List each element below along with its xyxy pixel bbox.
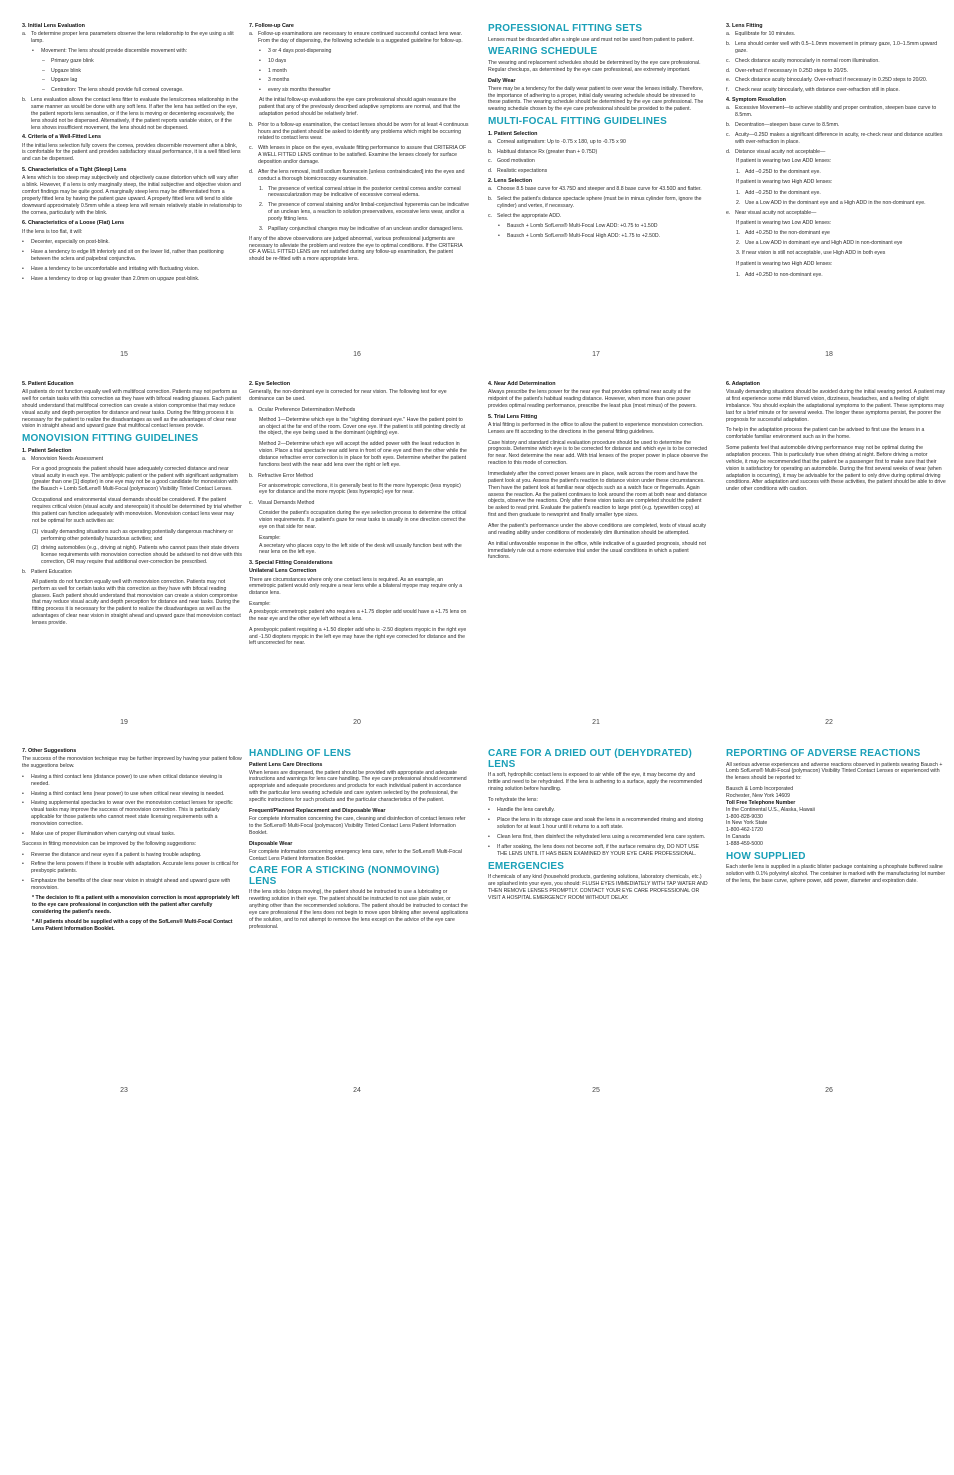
list-item: 2. Use a Low ADD in dominant eye and High ADD in non-dominant eye bbox=[736, 240, 903, 247]
paragraph: All patients do not function equally well with monovision correction. Patients may not perform as well for certain tasks with this correction as they have with bifocal reading glasses. Each patient should understand that monovision can create a vision compromise that may reduce visual acuity and depth perception for distance and near tasks. During the fitting process it is necessary for the patient to realize the disadvantages as well as the advantages of clear near vision in straight ahead and upward gaze that monovision contact lenses provide. bbox=[32, 578, 241, 626]
list-item: • Have a tendency to drop or lag greater than 2.0mm on upgaze post-blink. bbox=[22, 275, 200, 282]
paragraph: All serious adverse experiences and adverse reactions observed in patients wearing Bausch + Lomb SofLens® Multi-Focal (polymacon) Visibility Tinted Contact Lenses or experienced with the lenses should be reported to: bbox=[726, 761, 943, 782]
section-title: MONOVISION FITTING GUIDELINES bbox=[22, 433, 199, 445]
paragraph: * The decision to fit a patient with a monovision correction is most appropriately left to the eye care professional in conjunction with the patient after carefully considering the patient's needs. bbox=[32, 894, 240, 915]
page-21 bbox=[488, 378, 708, 565]
heading: Disposable Wear bbox=[249, 840, 293, 847]
list-item: • Clean lens first, then disinfect the rehydrated lens using a recommended lens care system. bbox=[488, 834, 706, 841]
page-23 bbox=[22, 745, 242, 937]
page-24 bbox=[249, 745, 469, 935]
list-item: • Refine the lens powers if there is trouble with adaptation. Accurate lens power is critical for presbyopic patients. bbox=[22, 861, 239, 875]
paragraph: Method 1—Determine which eye is the "sighting dominant eye." Have the patient point to an object at the far end of the room. Cover one eye. If the patient is still pointing directly at the object, the eye being used is the dominant (sighting) eye. bbox=[259, 416, 466, 437]
list-item: 1. Add –0.25D to the dominant eye. bbox=[736, 169, 821, 176]
list-item: – Centration: The lens should provide full corneal coverage. bbox=[42, 87, 184, 94]
section-title: MULTI-FOCAL FITTING GUIDELINES bbox=[488, 116, 667, 128]
heading: 5. Patient Education bbox=[22, 381, 74, 387]
list-item: • Movement: The lens should provide discernible movement with: bbox=[32, 47, 188, 54]
list-item: • Having supplemental spectacles to wear over the monovision contact lenses for specific visual tasks may improve the success of monovision correction. This is particularly applicable for those patients who cannot meet state licensing requirements with a monovision correction. bbox=[22, 800, 233, 827]
paragraph: If patient is wearing two High ADD lenses: bbox=[736, 179, 833, 186]
page-22 bbox=[726, 378, 946, 497]
list-item: • If after soaking, the lens does not become soft, if the surface remains dry, DO NOT USE THE LENS UNTIL IT HAS BEEN EXAMINED BY YOUR EYE CARE PROFESSIONAL. bbox=[488, 843, 699, 857]
list-item: c. Visual Demands Method bbox=[249, 500, 315, 507]
list-item: a. Equilibrate for 10 minutes. bbox=[726, 31, 796, 38]
phone-number: 1-800-828-9030 bbox=[726, 813, 763, 820]
paragraph: Visually demanding situations should be avoided during the initial wearing period. A patient may at first experience some mild blurred vision, dizziness, headaches, and a feeling of slight imbalance. You should explain the adaptational symptoms to the patient. These symptoms may last for a brief minute or for several weeks. The longer these symptoms persist, the poorer the prognosis for successful adaptation. bbox=[726, 389, 946, 423]
list-item: (2) driving automobiles (e.g., driving at night). Patients who cannot pass their state drivers license requirements with monovision correction should be advised to not drive with this correction, OR may require that additional over-correction be prescribed. bbox=[32, 545, 242, 566]
list-item: 1. Add +0.25D to non-dominant eye. bbox=[736, 271, 823, 278]
list-item: b. Lens should center well with 0.5–1.0mm movement in primary gaze, 1.0–1.5mm upward gaze. bbox=[726, 40, 938, 54]
paragraph: Always prescribe the lens power for the near eye that provides optimal near acuity at the midpoint of the patient's habitual reading distance. However, when more than one power provides optimal reading performance, prescribe the least plus (most minus) of the powers. bbox=[488, 389, 697, 409]
page-20 bbox=[249, 378, 469, 651]
list-item: • Emphasize the benefits of the clear near vision in straight ahead and upward gaze with monovision. bbox=[22, 878, 231, 892]
list-item: d. Over-refract if necessary in 0.25D steps to 20/25. bbox=[726, 67, 849, 74]
list-item: c. Check distance acuity monocularly in normal room illumination. bbox=[726, 57, 880, 64]
paragraph: Method 2—Determine which eye will accept the added power with the least reduction in vision. Place a trial spectacle near add lens in front of one eye and then the other while the distance refractive error correction is in place for both eyes. Determine whether the patient functions best with the near add lens over the right or left eye. bbox=[259, 441, 467, 468]
paragraph: Immediately after the correct power lenses are in place, walk across the room and have the patient look at you. Assess the patient's reaction to distance vision under these circumstances. Then have the patient look at familiar near objects such as a watch face or fingernails. Again assess the reaction. As the patient continues to look around the room at both near and distance objects, observe the reactions. Only after these vision tasks are completed should the patient be asked to read print. Evaluate the patient's reaction to large print (e.g. typewritten copy) at first and then graduate to newsprint and finally smaller type sizes. bbox=[488, 470, 707, 519]
list-item: c. With lenses in place on the eyes, evaluate fitting performance to assure that CRITERIA OF A WELL FITTED LENS continue to be satisfied. Examine the lenses closely for surface deposition and/or damage. bbox=[249, 145, 467, 166]
region-label: In New York State bbox=[726, 820, 768, 827]
list-item: d. Distance visual acuity not acceptable— bbox=[726, 148, 826, 155]
list-item: (1) visually demanding situations such as operating potentially dangerous machinery or performing other potentially hazardous activities; and bbox=[32, 528, 234, 542]
list-item: • Bausch + Lomb SofLens® Multi-Focal Low ADD: +0.75 to +1.50D bbox=[498, 222, 658, 229]
paragraph: After the patient's performance under the above conditions are completed, tests of visual acuity and reading ability under conditions of moderately dim illumination should be attempted. bbox=[488, 523, 707, 536]
section-title: REPORTING OF ADVERSE REACTIONS bbox=[726, 748, 921, 759]
list-item: 3. Papillary conjunctival changes may be indicative of an unclean and/or damaged lens. bbox=[259, 225, 464, 232]
paragraph: Lenses must be discarded after a single use and must not be used from patient to patient. bbox=[488, 36, 694, 43]
page-25 bbox=[488, 745, 708, 906]
list-item: c. Acuity—0.25D makes a significant difference in acuity, re-check near and distance acuities with over-refraction in place. bbox=[726, 131, 943, 145]
paragraph: An initial unfavorable response in the office, while indicative of a guarded prognosis, should not immediately rule out a more extensive trial under the usual conditions in which a patient functions. bbox=[488, 540, 706, 561]
paragraph: Success in fitting monovision can be improved by the following suggestions: bbox=[22, 840, 197, 847]
paragraph: Some patients feel that automobile driving performance may not be optimal during the adaptation process. This is particularly true when driving at night. Before driving a motor vehicle, it may be recommended that the patient be a passenger first to make sure that their vision is satisfactory for operating an automobile. During the first several weeks of wear (when adaptation is occurring), it may be advisable for the patient to only drive during optimal driving conditions. After adaptation and success with these activities, the patient should be able to drive under other conditions with caution. bbox=[726, 445, 946, 493]
section-title: HANDLING OF LENS bbox=[249, 748, 352, 759]
paragraph: For a good prognosis the patient should have adequately corrected distance and near visual acuity in each eye. The amblyopic patient or the patient with significant astigmatism (greater than one [1] diopter) in one eye may not be a good candidate for monovision with the Bausch + Lomb SofLens® Multi-Focal (polymacon) Visibility Tinted Contact Lenses. bbox=[32, 465, 238, 493]
paragraph: If patient is wearing two Low ADD lenses: bbox=[736, 219, 832, 226]
page-18 bbox=[726, 20, 946, 282]
list-item: • 3 months bbox=[259, 77, 290, 84]
section-title: HOW SUPPLIED bbox=[726, 850, 806, 862]
list-item: c. Select the appropriate ADD. bbox=[488, 212, 562, 219]
heading: 7. Follow-up Care bbox=[249, 23, 294, 29]
list-item: – Primary gaze blink bbox=[42, 57, 94, 64]
list-item: b. Prior to a follow-up examination, the contact lenses should be worn for at least 4 continuous hours and the patient should be asked to identify any problems which might be occurring related to contact lens wear. bbox=[249, 121, 469, 142]
list-item: • Having a third contact lens (distance power) to use when critical distance viewing is needed. bbox=[22, 773, 223, 787]
paragraph: When lenses are dispensed, the patient should be provided with appropriate and adequate instructions and warnings for lens care handling. The eye care professional should recommend appropriate and adequate procedures and products for each individual patient in accordance with the particular lens wearing schedule and care system selected by the professional, the specific instructions for such products and the particular characteristics of the patient. bbox=[249, 769, 467, 804]
list-item: • 3 or 4 days post-dispensing bbox=[259, 47, 332, 54]
list-item: e. Check distance acuity binocularly. Over-refract if necessary in 0.25D steps to 20/20. bbox=[726, 77, 928, 84]
paragraph: Consider the patient's occupation during the eye selection process to determine the critical vision requirements. If a patient's gaze for near tasks is usually in one direction correct the eye on that side for near. bbox=[259, 510, 467, 530]
list-item: b. Habitual distance Rx (greater than + 0.75D) bbox=[488, 148, 598, 155]
list-item: a. To determine proper lens parameters observe the lens relationship to the eye using a slit lamp. bbox=[22, 31, 234, 44]
list-item: a. Excessive Movement—to achieve stability and proper centration, steepen base curve to 8.5mm. bbox=[726, 105, 937, 119]
page-number: 20 bbox=[353, 719, 361, 726]
paragraph: If the lens sticks (stops moving), the patient should be instructed to use a lubricating or rewetting solution in their eye. The patient should be instructed to not use plain water, or anything other than the recommended solutions. The patient should be instructed to contact the eye care professional if the lens does not begin to move upon blinking after several applications of the solution, and to not attempt to remove the lens except on the advice of the eye care professional. bbox=[249, 889, 469, 930]
paragraph: If patient is wearing two Low ADD lenses: bbox=[736, 158, 832, 165]
paragraph: The success of the monovision technique may be further improved by having your patient follow the suggestions below. bbox=[22, 756, 242, 769]
list-item: • Have a tendency to edge lift inferiorly and sit on the lower lid, rather than positioning between the sclera and palpebral conjunctiva. bbox=[22, 249, 224, 263]
list-item: a. Corneal astigmatism: Up to -0.75 x 180, up to -0.75 x 90 bbox=[488, 138, 626, 145]
heading: 7. Other Suggestions bbox=[22, 748, 77, 754]
paragraph: * All patients should be supplied with a copy of the SofLens® Multi-Focal Contact Lens Patient Information Booklet. bbox=[32, 919, 233, 933]
heading: 2. Lens Selection bbox=[488, 178, 533, 185]
section-title: EMERGENCIES bbox=[488, 860, 565, 872]
page-number: 19 bbox=[120, 719, 128, 726]
paragraph: To rehydrate the lens: bbox=[488, 796, 538, 803]
list-item: 2. The presence of corneal staining and/or limbal-conjunctival hyperemia can be indicative of an unclean lens, a reaction to solution preservatives, excessive lens wear, and/or a poorly fitting lens. bbox=[259, 202, 469, 223]
list-item: • Have a tendency to be uncomfortable and irritating with fluctuating vision. bbox=[22, 265, 200, 272]
paragraph: Example: bbox=[259, 534, 281, 541]
list-item: e. Near visual acuity not acceptable— bbox=[726, 209, 817, 216]
region-label: In the Continental U.S., Alaska, Hawaii bbox=[726, 806, 815, 813]
list-item: • Make use of proper illumination when carrying out visual tasks. bbox=[22, 830, 176, 837]
list-item: • Bausch + Lomb SofLens® Multi-Focal High ADD: +1.75 to +2.50D. bbox=[498, 232, 661, 239]
page-number: 21 bbox=[592, 719, 600, 726]
list-item: 2. Use a Low ADD in the dominant eye and a High ADD in the non-dominant eye. bbox=[736, 199, 926, 206]
list-item: a. Follow-up examinations are necessary to ensure continued successful contact lens wear. From the day of dispensing, the following schedule is a suggested guideline for follow-up. bbox=[249, 31, 463, 44]
heading: Daily Wear bbox=[488, 77, 516, 84]
paragraph: If the initial lens selection fully covers the cornea, provides discernible movement after a blink, is comfortable for the patient and provides satisfactory visual performance, it is a well fitted lens and can be dispensed. bbox=[22, 142, 241, 163]
paragraph: Example: bbox=[249, 601, 271, 608]
phone-heading: Toll Free Telephone Number bbox=[726, 799, 796, 806]
paragraph: A lens which is too steep may subjectively and objectively cause distortion which will vary after a blink. However, if a lens is only marginally steep, the initial subjective and objective vision and comfort findings may be quite good. A marginally steep lens may be differentiated from a properly fitted lens by having the patient gaze upward. A properly fitted lens will tend to slide downward approximately 0.5mm while a steep lens will remain relatively stable in relationship to the cornea, particularly with the blink. bbox=[22, 175, 242, 216]
paragraph: Each sterile lens is supplied in a plastic blister package containing a phosphate buffered saline solution with 0.1% polyvinyl alcohol. The container is marked with the manufacturing lot number of the lens, the base curve, sphere power, add power, diameter and expiration date. bbox=[726, 864, 946, 885]
paragraph: A secretary who places copy to the left side of the desk will usually function best with the near lens on the left eye. bbox=[259, 542, 462, 556]
list-item: b. Lens evaluation allows the contact lens fitter to evaluate the lens/cornea relationship in the same manner as would be done with any soft lens. If after the lens has settled on the eye, the patient reports lens sensation, or if the lens is moving or decentering excessively, the lens should not be dispensed. Alternatively, if the patient reports variable vision, or if the lens shows insufficient movement, the lens should not be dispensed. bbox=[22, 97, 239, 131]
list-item: b. Decentration—steepen base curve to 8.5mm. bbox=[726, 121, 840, 128]
heading: 1. Patient Selection bbox=[22, 447, 72, 454]
heading: 5. Characteristics of a Tight (Steep) Lens bbox=[22, 167, 127, 174]
list-item: • Having a third contact lens (near power) to use when critical near viewing is needed. bbox=[22, 790, 225, 797]
paragraph: If chemicals of any kind (household products, gardening solutions, laboratory chemicals, etc.) are splashed into your eyes, you should: FLUSH EYES IMMEDIATELY WITH TAP WATER AND THEN REMOVE LENSES PROMPTLY. CONTACT YOUR EYE CARE PROFESSIONAL OR VISIT A HOSPITAL EMERGENCY ROOM WITHOUT DELAY. bbox=[488, 874, 708, 901]
heading: 6. Characteristics of a Loose (Flat) Lens bbox=[22, 220, 125, 227]
paragraph: For anisometropic corrections, it is generally best to fit the more hyperopic (less myopic) eye for distance and the more myopic (less hyperopic) eye for near. bbox=[259, 482, 461, 496]
heading: 2. Eye Selection bbox=[249, 381, 291, 387]
paragraph: To help in the adaptation process the patient can be advised to first use the lenses in a comfortable familiar environment such as in the home. bbox=[726, 427, 925, 441]
phone-number: 1-888-459-5000 bbox=[726, 840, 763, 847]
list-item: b. Refractive Error Method bbox=[249, 472, 314, 479]
page-number: 22 bbox=[825, 719, 833, 726]
paragraph: Occupational and environmental visual demands should be considered. If the patient requires critical vision (visual acuity and stereopsis) it should be determined by trial whether this patient can function adequately with monovision. Monovision contact lens wear may not be optimal for such activities as: bbox=[32, 497, 242, 524]
list-item: f. Check near acuity binocularly, with distance over-refraction still in place. bbox=[726, 87, 900, 94]
list-item: • 1 month bbox=[259, 67, 287, 74]
address-line: Bausch & Lomb Incorporated bbox=[726, 786, 794, 793]
section-title: WEARING SCHEDULE bbox=[488, 46, 598, 58]
page-15 bbox=[22, 20, 242, 286]
paragraph: If patient is wearing two High ADD lenses: bbox=[736, 261, 833, 268]
paragraph: For complete information concerning the care, cleaning and disinfection of contact lenses refer to the SofLens® Multi-Focal (polymacon) Visibility Tinted Contact Lens Patient Information Booklet. bbox=[249, 816, 466, 836]
list-item: • 10 days bbox=[259, 57, 287, 64]
heading: Unilateral Lens Correction bbox=[249, 568, 317, 575]
section-title: CARE FOR A DRIED OUT (DEHYDRATED) LENS bbox=[488, 748, 693, 770]
list-item: • Decenter, especially on post-blink. bbox=[22, 239, 110, 246]
page-number: 26 bbox=[825, 1087, 833, 1094]
list-item: – Upgaze blink bbox=[42, 67, 81, 74]
paragraph: If a soft, hydrophilic contact lens is exposed to air while off the eye, it may become dry and brittle and need to be rehydrated. If the lens is adhering to a surface, apply the recommended rinsing solution before handling. bbox=[488, 772, 703, 792]
paragraph: For complete information concerning emergency lens care, refer to the SofLens® Multi-Focal Contact Lens Patient Information Booklet. bbox=[249, 848, 462, 862]
paragraph: At the initial follow-up evaluations the eye care professional should again reassure the patient that any of the previously described adaptive symptoms are normal, and that the adaptation period should be relatively brief. bbox=[259, 97, 461, 117]
list-item: d. After the lens removal, instill sodium fluorescein [unless contraindicated] into the eyes and conduct a thorough biomicroscopy examination. bbox=[249, 168, 465, 182]
section-title: PROFESSIONAL FITTING SETS bbox=[488, 23, 643, 34]
heading: Patient Lens Care Directions bbox=[249, 761, 323, 768]
list-item: b. Patient Education bbox=[22, 568, 72, 575]
page-number: 23 bbox=[120, 1087, 128, 1094]
list-item: – Upgaze lag bbox=[42, 77, 78, 84]
list-item: b. Select the patient's distance spectacle sphere (must be in minus cylinder form, ignore the cylinder) and vertex, if necessary. bbox=[488, 196, 702, 210]
page-19 bbox=[22, 378, 242, 631]
heading: 3. Special Fitting Considerations bbox=[249, 560, 333, 567]
paragraph: If the lens is too flat, it will: bbox=[22, 228, 83, 235]
page-number: 15 bbox=[120, 351, 128, 358]
page-number: 16 bbox=[353, 351, 361, 358]
region-label: In Canada bbox=[726, 834, 750, 841]
paragraph: A presbyopic patient requiring a +1.50 diopter add who is -2.50 diopters myopic in the right eye and -1.50 diopters myopic in the left eye may have the right eye corrected for distance and the left uncorrected for near. bbox=[249, 626, 467, 647]
heading: 4. Criteria of a Well-Fitted Lens bbox=[22, 134, 101, 141]
page-26 bbox=[726, 745, 946, 889]
list-item: 1. The presence of vertical corneal striae in the posterior central cornea and/or corneal neovascularization may be indicative of excessive corneal edema. bbox=[259, 185, 461, 199]
heading: 1. Patient Selection bbox=[488, 130, 538, 137]
paragraph: The wearing and replacement schedules should be determined by the eye care professional. Regular checkups, as determined by the eye care professional, are extremely important. bbox=[488, 59, 701, 73]
list-item: 1. Add –0.25D to the dominant eye. bbox=[736, 190, 821, 196]
list-item: • every six months thereafter bbox=[259, 87, 331, 94]
list-item: c. Good motivation bbox=[488, 158, 535, 165]
heading: 6. Adaptation bbox=[726, 381, 760, 387]
heading: 3. Initial Lens Evaluation bbox=[22, 23, 85, 29]
heading: 3. Lens Fitting bbox=[726, 23, 763, 29]
page-17 bbox=[488, 20, 708, 242]
page-number: 17 bbox=[592, 351, 600, 358]
section-title: CARE FOR A STICKING (NONMOVING) LENS bbox=[249, 865, 440, 887]
paragraph: All patients do not function equally well with multifocal correction. Patients may not perform as well for certain tasks with this correction as they have with bifocal reading glasses. Each patient should understand that multifocal correction can create a vision compromise that may reduce visual acuity and depth perception for distance and near tasks. During the fitting process it is necessary for the patient to realize the disadvantages as well as the advantages of clear near vision in straight ahead and upward gaze that multifocal contact lenses provide. bbox=[22, 389, 241, 430]
paragraph: There may be a tendency for the daily wear patient to over wear the lenses initially. Therefore, the importance of adhering to a proper, initial daily wearing schedule should be stressed to these patients. The wearing schedule should be determined by the eye care professional. The wearing schedule chosen by the eye care professional should be provided to the patient. bbox=[488, 85, 704, 113]
heading: Frequent/Planned Replacement and Disposable Wear bbox=[249, 807, 386, 814]
address-line: Rochester, New York 14609 bbox=[726, 792, 791, 799]
page-number: 25 bbox=[592, 1087, 600, 1094]
list-item: • Place the lens in its storage case and soak the lens in a recommended rinsing and storing solution for at least 1 hour until it returns to a soft state. bbox=[488, 817, 704, 831]
list-item: 1. Add +0.25D to the non-dominant eye bbox=[736, 230, 830, 237]
paragraph: If any of the above observations are judged abnormal, various professional judgments are necessary to alleviate the problem and restore the eye to optimal conditions. If the CRITERIA OF A WELL FITTED LENS are not satisfied during any follow-up examination, the patient should be re-fitted with a more appropriate lens. bbox=[249, 235, 463, 263]
page-number: 18 bbox=[825, 351, 833, 358]
paragraph: 3. If near vision is still not acceptable, use High ADD in both eyes bbox=[736, 250, 886, 257]
list-item: a. Choose 8.5 base curve for 43.75D and steeper and 8.8 base curve for 43.50D and flatter. bbox=[488, 186, 702, 193]
page-number: 24 bbox=[353, 1087, 361, 1094]
paragraph: There are circumstances where only one contact lens is required. As an example, an emmetropic patient would only require a near lens while a bilateral myope may require only a distance lens. bbox=[249, 576, 463, 597]
heading: 5. Trial Lens Fitting bbox=[488, 413, 538, 420]
page-16 bbox=[249, 20, 469, 267]
list-item: • Reverse the distance and near eyes if a patient is having trouble adapting. bbox=[22, 851, 202, 858]
paragraph: A presbyopic emmetropic patient who requires a +1.75 diopter add would have a +1.75 lens on the near eye and the other eye left without a lens. bbox=[249, 609, 467, 622]
paragraph: Generally, the non-dominant eye is corrected for near vision. The following test for eye dominance can be used. bbox=[249, 389, 447, 402]
paragraph: A trial fitting is performed in the office to allow the patient to experience monovision correction. Lenses are fit according to the directions in the general fitting guidelines. bbox=[488, 421, 704, 435]
heading: 4. Near Add Determination bbox=[488, 381, 556, 387]
list-item: • Handle the lens carefully. bbox=[488, 807, 555, 814]
list-item: a. Monovision Needs Assessment bbox=[22, 455, 104, 462]
phone-number: 1-800-462-1720 bbox=[726, 827, 763, 834]
list-item: a. Ocular Preference Determination Methods bbox=[249, 406, 356, 413]
paragraph: Case history and standard clinical evaluation procedure should be used to determine the prognosis. Determine which eye is to be corrected for distance and which eye is to be corrected for near. Next determine the near add. With trial lenses of the proper power in place observe the reaction to this mode of correction. bbox=[488, 439, 709, 467]
list-item: d. Realistic expectations bbox=[488, 168, 548, 175]
heading: 4. Symptom Resolution bbox=[726, 97, 786, 104]
